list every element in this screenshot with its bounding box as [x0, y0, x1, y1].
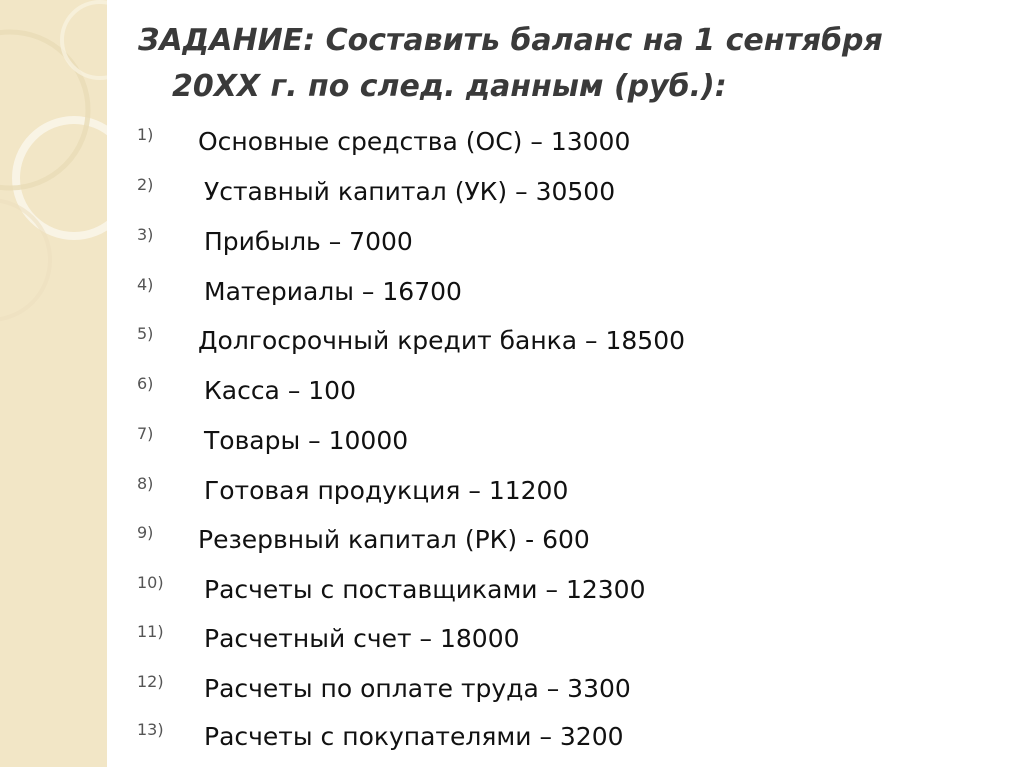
list-item-text: Долгосрочный кредит банка – 18500	[198, 326, 686, 355]
list-item-number: 10)	[137, 573, 164, 592]
list-item-text: Расчеты с поставщиками – 12300	[204, 575, 646, 604]
list-item-number: 9)	[137, 523, 154, 542]
list-item-text: Прибыль – 7000	[204, 227, 413, 256]
list-item-number: 12)	[137, 672, 164, 691]
list-item-number: 4)	[137, 275, 154, 294]
list-item-text: Касса – 100	[204, 376, 356, 405]
list-item-number: 6)	[137, 374, 154, 393]
list-item-number: 1)	[137, 125, 154, 144]
list-item-number: 7)	[137, 424, 154, 443]
list-item-text: Расчетный счет – 18000	[204, 624, 520, 653]
list-item-text: Материалы – 16700	[204, 277, 462, 306]
list-item-text: Товары – 10000	[204, 426, 409, 455]
list-item-number: 2)	[137, 175, 154, 194]
list-item-number: 3)	[137, 225, 154, 244]
list-item-number: 13)	[137, 720, 164, 739]
list-item-text: Основные средства (ОС) – 13000	[198, 127, 631, 156]
list-item-number: 8)	[137, 474, 154, 493]
list-item-text: Готовая продукция – 11200	[204, 476, 569, 505]
list-item-text: Расчеты с покупателями – 3200	[204, 722, 624, 751]
slide-title-line-1: ЗАДАНИЕ: Составить баланс на 1 сентября	[138, 23, 883, 58]
list-item-text: Резервный капитал (РК) - 600	[198, 525, 590, 554]
list-item-text: Уставный капитал (УК) – 30500	[204, 177, 616, 206]
list-item-number: 5)	[137, 324, 154, 343]
list-item-number: 11)	[137, 622, 164, 641]
slide-title-line-2: 20XX г. по след. данным (руб.):	[172, 69, 727, 104]
list-item-text: Расчеты по оплате труда – 3300	[204, 674, 631, 703]
